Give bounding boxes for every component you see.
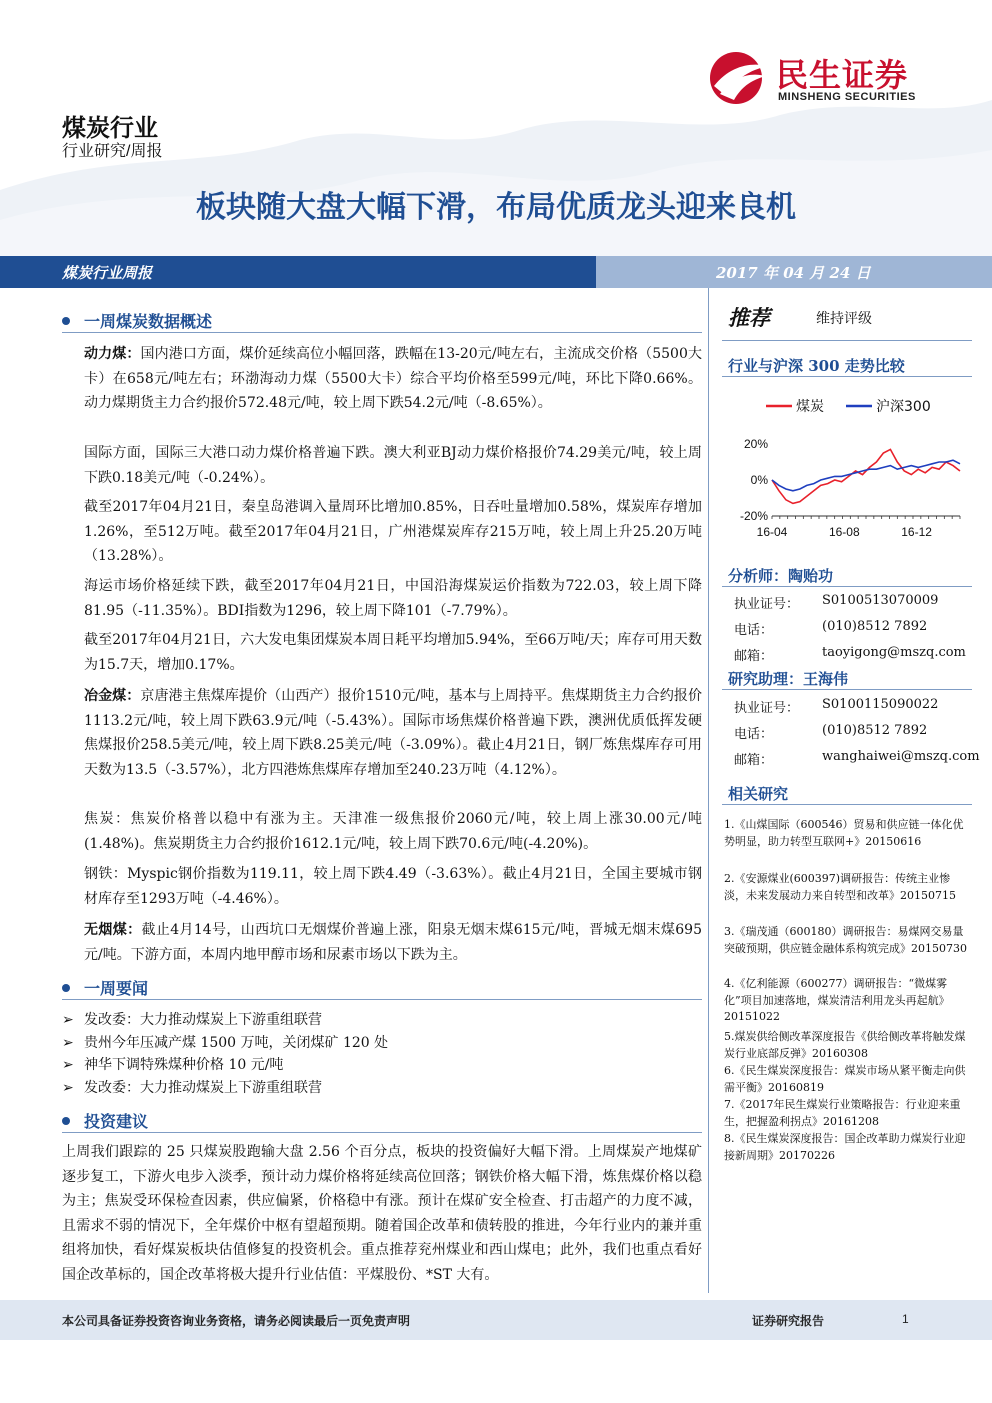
bullet-icon — [62, 984, 70, 992]
x-tick-label: 16-12 — [901, 525, 932, 539]
analyst-license-value: S0100513070009 — [822, 593, 939, 608]
assistant-phone-label: 电话： — [734, 727, 774, 742]
chart-axes — [740, 437, 960, 539]
related-research-item: 8.《民生煤炭深度报告：国企改革助力煤炭行业迎接新周期》20170226 — [724, 1132, 966, 1162]
assistant-license-value: S0100115090022 — [822, 697, 939, 712]
chart-lines — [772, 449, 960, 503]
arrow-bullet-icon: ➢ — [62, 1035, 74, 1051]
chart-heading: 行业与沪深 300 走势比较 — [728, 357, 905, 375]
y-tick-label: -20% — [739, 509, 768, 523]
related-research-item: 4.《亿利能源（600277）调研报告：“微煤雾化”项目加速落地，煤炭清洁利用龙头再起航》20151022 — [724, 977, 950, 1023]
side-rule — [722, 586, 972, 587]
related-research-item: 2.《安源煤业(600397)调研报告：传统主业惨淡，未来发展动力来自转型和改革》20150715 — [724, 872, 956, 902]
related-research-item: 5.煤炭供给侧改革深度报告《供给侧改革将触发煤炭行业底部反弹》20160308 — [724, 1030, 966, 1060]
paragraph-thermal-coal-domestic: 动力煤：国内港口方面，煤价延续高位小幅回落，跌幅在13-20元/吨左右，主流成交价格（5500大卡）在658元/吨左右；环渤海动力煤（5500大卡）综合平均价格至599元/吨，环比下降0.66%。动力煤期货主力合约报价572.48元/吨，较上周下跌54.2元/吨（-8.65%）。 — [84, 346, 703, 411]
section-rule — [62, 999, 702, 1000]
paragraph-steel: 钢铁：Myspic钢价指数为119.11，较上周下跌4.49（-3.63%）。截止4月21日，全国主要城市钢材库存至1293万吨（-4.46%）。 — [84, 866, 702, 907]
industry-name: 煤炭行业 — [62, 115, 158, 142]
arrow-bullet-icon: ➢ — [62, 1012, 74, 1028]
related-research-item: 6.《民生煤炭深度报告：煤炭市场从紧平衡走向供需平衡》20160819 — [724, 1064, 966, 1094]
performance-chart — [724, 380, 974, 550]
legend-label: 煤炭 — [796, 399, 824, 415]
paragraph-anthracite: 无烟煤：截止4月14号，山西坑口无烟煤价普遍上涨，阳泉无烟末煤615元/吨，晋城无烟末煤695元/吨。下游方面，本周内地甲醇市场和尿素市场以下跌为主。 — [84, 922, 702, 963]
news-item: ➢ 发改委：大力推动煤炭上下游重组联营 — [62, 1080, 322, 1096]
report-title: 板块随大盘大幅下滑，布局优质龙头迎来良机 — [196, 191, 796, 224]
news-item: ➢ 发改委：大力推动煤炭上下游重组联营 — [62, 1012, 322, 1028]
series-line — [772, 460, 960, 491]
paragraph-investment-advice: 上周我们跟踪的 25 只煤炭股跑输大盘 2.56 个百分点，板块的投资偏好大幅下滑。上周煤炭产地煤矿逐步复工，下游火电步入淡季，预计动力煤价格将延续高位回落；钢铁价格大幅下滑，炼焦煤价格以稳为主；焦炭受环保检查因素，供应偏紧，价格稳中有涨。预计在煤矿安全检查、打击超产的力度不减，且需求不弱的情况下，全年煤价中枢有望超预期。随着国企改革和债转股的推进，今年行业内的兼并重组将加快，看好煤炭板块估值修复的投资机会。重点推荐兖州煤业和西山煤电；此外，我们也重点看好国企改革标的，国企改革将极大提升行业估值：平煤股份、*ST 大有。 — [62, 1144, 702, 1283]
analyst-email-label: 邮箱： — [734, 649, 774, 664]
side-rule — [722, 804, 972, 805]
paragraph-coking-coal: 冶金煤：京唐港主焦煤库提价（山西产）报价1510元/吨，基本与上周持平。焦煤期货主力合约报价1113.2元/吨，较上周下跌63.9元/吨（-5.43%）。国际市场焦煤价格普遍下跌，澳洲优质低挥发硬焦煤报价258.5美元/吨，较上周下跌8.25美元/吨（-3.09%）。截止4月21日，钢厂炼焦煤库存可用天数为13.5（-3.57%），北方四港炼焦煤库存增加至240.23万吨（4.12%）。 — [84, 688, 703, 778]
x-tick-label: 16-08 — [828, 525, 860, 539]
related-research-item: 1.《山煤国际（600546）贸易和供应链一体化优势明显，助力转型互联网+》20150616 — [724, 818, 964, 848]
chart-legend — [766, 398, 931, 415]
column-divider — [708, 288, 709, 1293]
section-heading-weekly-data: 一周煤炭数据概述 — [62, 309, 212, 332]
footer-disclaimer: 本公司具备证券投资咨询业务资格，请务必阅读最后一页免责声明 — [62, 1314, 411, 1328]
x-tick-label: 16-04 — [756, 525, 788, 539]
section-heading-weekly-news: 一周要闻 — [62, 976, 148, 999]
band-report-name: 煤炭行业周报 — [62, 264, 153, 282]
rating-note: 维持评级 — [816, 311, 872, 327]
analyst-phone-label: 电话： — [734, 623, 774, 638]
bullet-icon — [62, 317, 70, 325]
side-rule — [722, 689, 972, 690]
rating: 推荐 — [728, 305, 770, 330]
section-rule — [62, 1132, 702, 1133]
section-heading-investment-advice: 投资建议 — [62, 1109, 148, 1132]
company-logo — [706, 48, 946, 108]
y-tick-label: 20% — [743, 437, 768, 451]
analyst-heading: 分析师：陶贻功 — [728, 567, 834, 585]
assistant-license-label: 执业证号： — [734, 701, 800, 716]
analyst-email-value: taoyigong@mszq.com — [822, 645, 966, 660]
side-rule — [722, 340, 972, 341]
paragraph-power-groups: 截至2017年04月21日，六大发电集团煤炭本周日耗平均增加5.94%，至66万吨/天；库存可用天数为15.7天，增加0.17%。 — [84, 632, 702, 673]
related-research-item: 3.《瑞茂通（600180）调研报告：易煤网交易量突破预期，供应链金融体系构筑完成》20150730 — [724, 925, 967, 955]
related-research-item: 7.《2017年民生煤炭行业策略报告：行业迎来重生，把握盈利拐点》20161208 — [724, 1098, 961, 1128]
paragraph-shipping: 海运市场价格延续下跌，截至2017年04月21日，中国沿海煤炭运价指数为722.03，较上周下降81.95（-11.35%）。BDI指数为1296，较上周下降101（-7.79%）。 — [84, 578, 702, 619]
y-tick-label: 0% — [750, 473, 768, 487]
logo-text-cn: 民生证券 — [776, 57, 909, 93]
paragraph-coke: 焦炭：焦炭价格普以稳中有涨为主。天津准一级焦报价2060元/吨，较上周上涨30.00元/吨(1.48%)。焦炭期货主力合约报价1612.1元/吨，较上周下跌70.6元/吨(-4.20%)。 — [84, 811, 702, 852]
side-rule — [722, 376, 972, 377]
arrow-bullet-icon: ➢ — [62, 1080, 74, 1096]
logo-text-en: MINSHENG SECURITIES — [778, 91, 916, 103]
paragraph-thermal-coal-intl: 国际方面，国际三大港口动力煤价格普遍下跌。澳大利亚BJ动力煤价格报价74.29美元/吨，较上周下跌0.18美元/吨（-0.24%）。 — [84, 445, 702, 486]
page-number: 1 — [902, 1312, 909, 1326]
bullet-icon — [62, 1117, 70, 1125]
report-type: 行业研究/周报 — [62, 143, 163, 160]
analyst-license-label: 执业证号： — [734, 597, 800, 612]
assistant-email-value: wanghaiwei@mszq.com — [822, 749, 980, 764]
assistant-email-label: 邮箱： — [734, 753, 774, 768]
legend-label: 沪深300 — [876, 399, 931, 415]
analyst-phone-value: (010)8512 7892 — [822, 619, 928, 634]
logo-mark-icon — [706, 48, 770, 104]
assistant-phone-value: (010)8512 7892 — [822, 723, 928, 738]
band-report-date: 2017 年 04 月 24 日 — [716, 264, 871, 282]
news-item: ➢ 神华下调特殊煤种价格 10 元/吨 — [62, 1057, 284, 1073]
news-item: ➢ 贵州今年压减产煤 1500 万吨，关闭煤矿 120 处 — [62, 1035, 389, 1051]
paragraph-port-inventory: 截至2017年04月21日，秦皇岛港调入量周环比增加0.85%，日吞吐量增加0.58%，煤炭库存增加1.26%，至512万吨。截至2017年04月21日，广州港煤炭库存215万吨，较上周上升25.20万吨（13.28%）。 — [84, 499, 702, 564]
series-line — [772, 449, 960, 503]
section-rule — [62, 332, 702, 333]
related-research-heading: 相关研究 — [728, 785, 789, 803]
arrow-bullet-icon: ➢ — [62, 1057, 74, 1073]
assistant-heading: 研究助理：王海伟 — [728, 670, 849, 688]
footer-label: 证券研究报告 — [752, 1314, 825, 1328]
